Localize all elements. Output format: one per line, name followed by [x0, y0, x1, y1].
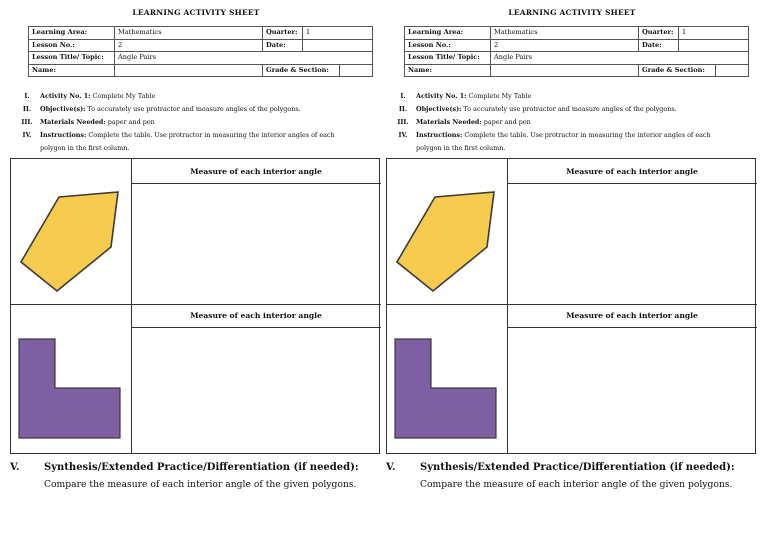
pentagon-shape-icon	[19, 187, 123, 295]
date-label: Date:	[639, 39, 679, 52]
synthesis-number: V.	[10, 462, 20, 473]
lesson-no-label: Lesson No.:	[405, 39, 491, 52]
grade-section-field[interactable]	[339, 65, 372, 77]
synthesis-text: Compare the measure of each interior angle of the given polygons.	[44, 479, 357, 490]
grade-section-field[interactable]	[715, 65, 748, 77]
angle-header: Measure of each interior angle	[566, 311, 698, 320]
list-item: I. Activity No. 1: Complete My Table	[400, 92, 532, 100]
list-item: II. Objective(s): To accurately use protractor and measure angles of the polygons.	[22, 105, 301, 113]
activity-sheet-right	[386, 0, 758, 543]
list-item: III. Materials Needed: paper and pen	[397, 118, 531, 126]
info-table	[404, 26, 749, 77]
lesson-title-value: Angle Pairs	[491, 52, 749, 65]
list-item: IV. Instructions: Complete the table. Use protractor in measuring the interior angles of each	[22, 131, 335, 139]
date-field[interactable]	[303, 39, 373, 52]
sheet-title: LEARNING ACTIVITY SHEET	[508, 8, 636, 17]
grade-section-label: Grade & Section:	[642, 65, 705, 74]
pentagon-shape-icon	[395, 187, 499, 295]
learning-area-value: Mathematics	[115, 27, 263, 40]
quarter-value: 1	[679, 27, 749, 40]
l-shape	[19, 339, 120, 438]
quarter-value: 1	[303, 27, 373, 40]
lesson-title-value: Angle Pairs	[115, 52, 373, 65]
instructions-continued: polygon in the first column.	[416, 144, 506, 152]
measurement-table	[386, 158, 756, 454]
date-field[interactable]	[679, 39, 749, 52]
measurement-table	[10, 158, 380, 454]
row-divider	[507, 183, 757, 184]
synthesis-section	[10, 462, 382, 490]
angle-header: Measure of each interior angle	[190, 167, 322, 176]
list-item: III. Materials Needed: paper and pen	[21, 118, 155, 126]
activity-sheet-left	[10, 0, 382, 543]
row-divider	[387, 304, 757, 305]
row-divider	[11, 304, 381, 305]
instructions-continued: polygon in the first column.	[40, 144, 130, 152]
angle-header: Measure of each interior angle	[566, 167, 698, 176]
objectives-list	[14, 90, 378, 155]
column-divider	[131, 159, 132, 453]
objectives-list	[390, 90, 754, 155]
learning-area-label: Learning Area:	[405, 27, 491, 40]
row-divider	[131, 183, 381, 184]
pentagon-shape	[21, 192, 118, 291]
synthesis-text: Compare the measure of each interior angle of the given polygons.	[420, 479, 733, 490]
grade-section-cell	[639, 64, 749, 77]
row-divider	[507, 327, 757, 328]
list-item: I. Activity No. 1: Complete My Table	[24, 92, 156, 100]
name-field[interactable]	[115, 64, 263, 77]
lesson-title-label: Lesson Title/ Topic:	[405, 52, 491, 65]
row-divider	[131, 327, 381, 328]
info-table	[28, 26, 373, 77]
synthesis-heading: Synthesis/Extended Practice/Differentiation (if needed):	[44, 462, 359, 473]
synthesis-section	[386, 462, 758, 490]
synthesis-heading: Synthesis/Extended Practice/Differentiation (if needed):	[420, 462, 735, 473]
angle-header: Measure of each interior angle	[190, 311, 322, 320]
sheet-title: LEARNING ACTIVITY SHEET	[132, 8, 260, 17]
l-shape-icon	[393, 335, 499, 441]
grade-section-label: Grade & Section:	[266, 65, 329, 74]
name-field[interactable]	[491, 64, 639, 77]
date-label: Date:	[263, 39, 303, 52]
lesson-no-value: 2	[115, 39, 263, 52]
lesson-title-label: Lesson Title/ Topic:	[29, 52, 115, 65]
name-label: Name:	[405, 64, 491, 77]
name-label: Name:	[29, 64, 115, 77]
learning-area-label: Learning Area:	[29, 27, 115, 40]
column-divider	[507, 159, 508, 453]
pentagon-shape	[397, 192, 494, 291]
lesson-no-label: Lesson No.:	[29, 39, 115, 52]
learning-area-value: Mathematics	[491, 27, 639, 40]
lesson-no-value: 2	[491, 39, 639, 52]
list-item: II. Objective(s): To accurately use protractor and measure angles of the polygons.	[398, 105, 677, 113]
l-shape-icon	[17, 335, 123, 441]
quarter-label: Quarter:	[639, 27, 679, 40]
l-shape	[395, 339, 496, 438]
grade-section-cell	[263, 64, 373, 77]
synthesis-number: V.	[386, 462, 396, 473]
list-item: IV. Instructions: Complete the table. Use protractor in measuring the interior angles of each	[398, 131, 711, 139]
quarter-label: Quarter:	[263, 27, 303, 40]
